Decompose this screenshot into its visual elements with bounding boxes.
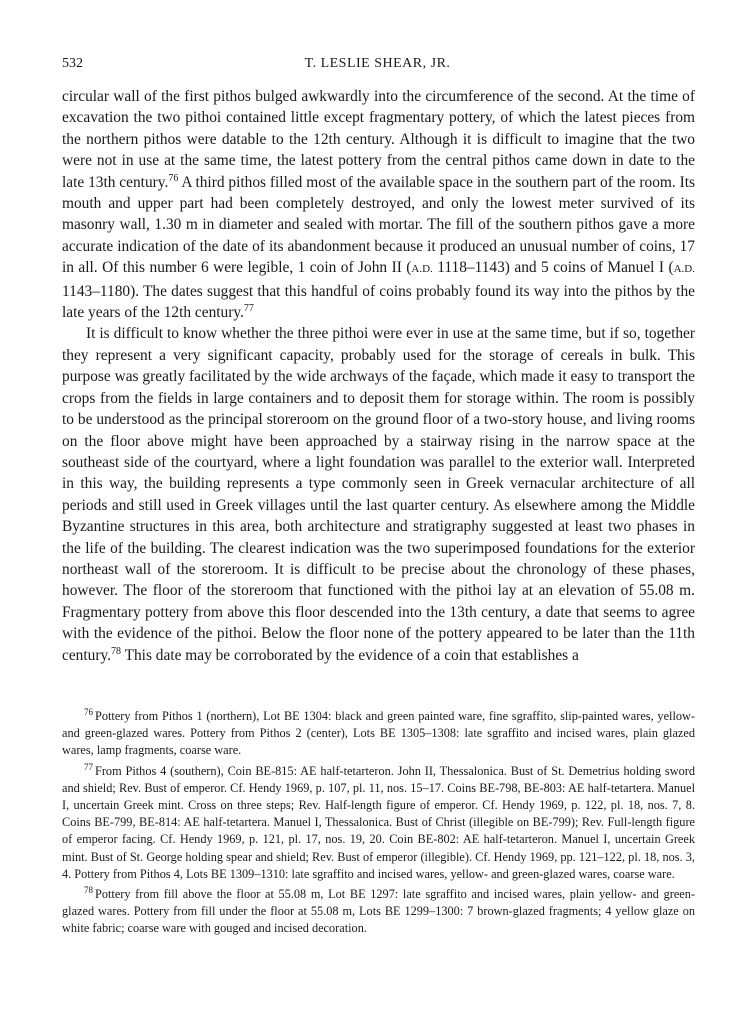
small-caps-era: A.D. bbox=[411, 263, 433, 276]
footnote-ref[interactable]: 77 bbox=[243, 303, 254, 315]
page-number: 532 bbox=[62, 56, 83, 71]
page-header bbox=[62, 56, 693, 76]
footnote-text: Pottery from fill above the floor at 55.08 m, Lot BE 1297: late sgraffito and incised wares, plain yellow- and green-glazed wares. Pottery from fill under the floor at 55.08 m, Lots BE 1299–1300: 7 brown-glazed fragments; 4 yellow glaze on white fabric; coarse ware with gouged and incised decoration. bbox=[62, 887, 695, 936]
running-head: T. LESLIE SHEAR, JR. bbox=[304, 56, 451, 71]
footnote bbox=[62, 763, 695, 883]
footnote-number: 78 bbox=[84, 885, 93, 896]
footnote bbox=[62, 708, 695, 760]
paragraph: circular wall of the first pithos bulged awkwardly into the circumference of the second. At the time of excavation the two pithoi contained little except fragmentary pottery, of which the latest pieces from the northern pithos were datable to the 12th century. Although it is difficult to imagine that the two were not in use at the same time, the latest pottery from the central pithos came down in date to the late 13th century.$^{76}$ A third pithos filled most of the available space in the southern part of the room. Its mouth and upper part had been completely destroyed, and only the lowest meter survived of its masonry wall, 1.30 m in diameter and sealed with mortar. The fill of the southern pithos gave a more accurate indication of the date of its abandonment because it produced an unusual number of coins, 17 in all. Of this number 6 were legible, 1 coin of John II (A.D. 1118–1143) and 5 coins of Manuel I (A.D. 1143–1180). The dates suggest that this handful of coins probably found its way into the pithos by the late years of the 12th century.$^{77}$ bbox=[62, 88, 695, 322]
footnote-ref[interactable]: 76 bbox=[168, 172, 179, 184]
paragraph: It is difficult to know whether the three pithoi were ever in use at the same time, but if so, together they represent a very significant capacity, probably used for the storage of cereals in bulk. This purpose was greatly facilitated by the wide archways of the façade, which made it easy to transport the crops from the fields in large containers and to deposit them for storage within. The room is possibly to be understood as the principal storeroom on the ground floor of a two-story house, and living rooms on the floor above might have been approached by a stairway rising in the narrow space at the southeast side of the courtyard, where a light foundation was parallel to the exterior wall. Interpreted in this way, the building represents a type commonly seen in Greek vernacular architecture of all periods and still used in Greek villages until the last quarter century. As elsewhere among the Middle Byzantine structures in this area, both architecture and stratigraphy suggested at least two phases in the life of the building. The clearest indication was the two superimposed foundations for the exterior northeast wall of the storeroom. It is difficult to be precise about the chronology of these phases, however. The floor of the storeroom that functioned with the pithoi lay at an elevation of 55.08 m. Fragmentary pottery from above this floor descended into the 13th century, a date that seems to agree with the evidence of the pithoi. Below the floor none of the pottery appeared to be later than the 11th century.$^{78}$ This date may be corroborated by the evidence of a coin that establishes a bbox=[62, 325, 695, 664]
body-text bbox=[62, 86, 695, 666]
footnote-number: 76 bbox=[84, 707, 93, 717]
footnote-number: 77 bbox=[84, 761, 93, 772]
footnote bbox=[62, 886, 695, 938]
footnote-text: From Pithos 4 (southern), Coin BE-815: AE half-tetarteron. John II, Thessalonica. Bust of St. Demetrius holding sword and shield; Rev. Bust of emperor. Cf. Hendy 1969, p. 107, pl. 11, nos. 15–17. Coins BE-798, BE-803: AE half-tetartera. Manuel I, uncertain Greek mint. Cross on three steps; Rev. Half-length figure of emperor. Cf. Hendy 1969, p. 122, pl. 18, nos. 7, 8. Coins BE-799, BE-814: AE half-tetartera. Manuel I, Thessalonica. Bust of Christ (illegible on BE-799); Rev. Full-length figure of emperor facing. Cf. Hendy 1969, p. 121, pl. 17, nos. 19, 20. Coin BE-802: AE half-tetarteron. Manuel I, uncertain Greek mint. Bust of St. George holding spear and shield; Rev. Bust of emperor (illegible). Cf. Hendy 1969, pp. 121–122, pl. 18, nos. 3, 4. Pottery from Pithos 4, Lots BE 1309–1310: late sgraffito and incised wares, yellow- and green-glazed wares, coarse ware. bbox=[62, 763, 695, 881]
footnotes bbox=[62, 708, 695, 941]
footnote-ref[interactable]: 78 bbox=[111, 645, 121, 657]
small-caps-era: A.D. bbox=[673, 263, 695, 276]
footnote-text: Pottery from Pithos 1 (northern), Lot BE 1304: black and green painted ware, fine sgraffito, slip-painted wares, yellow- and green-glazed wares. Pottery from Pithos 2 (center), Lots BE 1305–1308: late sgraffito and incised wares, plain glazed wares, lamp fragments, coarse ware. bbox=[62, 709, 695, 758]
